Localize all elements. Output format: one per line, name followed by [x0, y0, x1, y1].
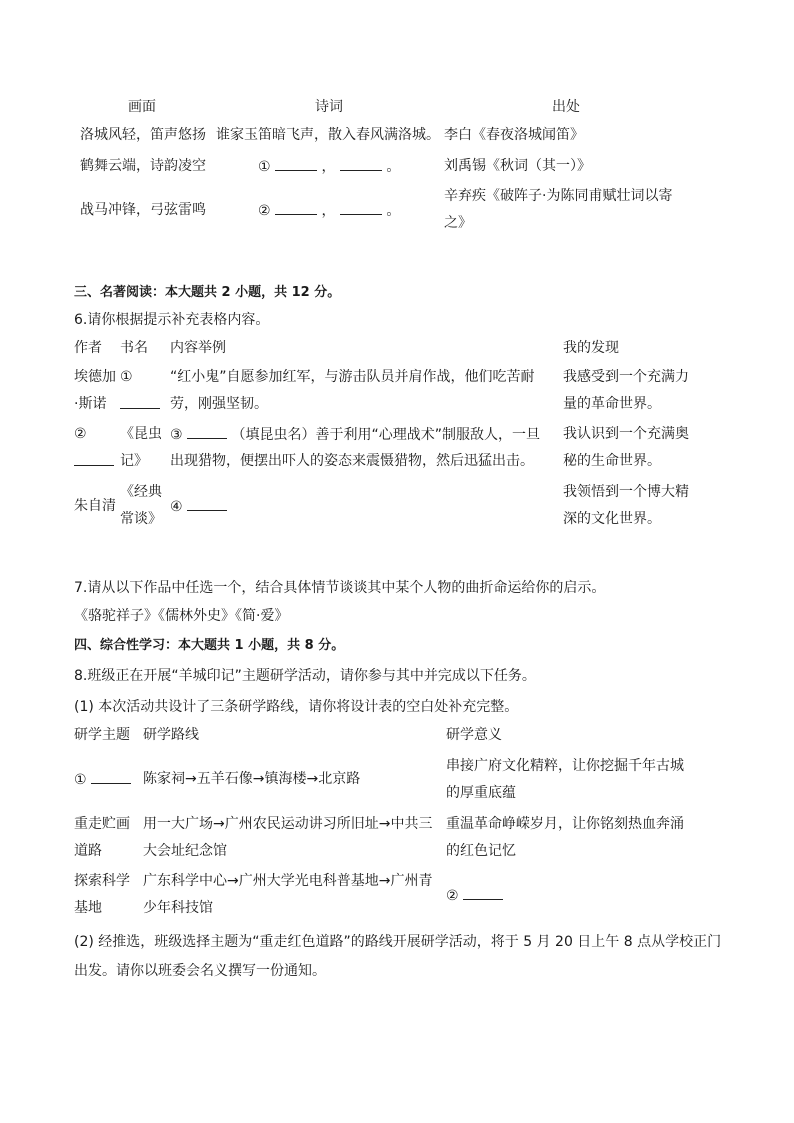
- q6-r2-content-1: [170, 424, 540, 445]
- punct: 。: [386, 203, 401, 219]
- poem-row1-scene: 洛城风轻，笛声悠扬: [80, 127, 206, 143]
- q6-r1-book-label: ①: [120, 369, 133, 385]
- q6-header-author: 作者: [74, 340, 102, 356]
- q8-r3-theme-2: 基地: [74, 900, 102, 916]
- q8-r1-theme: [74, 769, 131, 790]
- answer-blank[interactable]: [340, 200, 382, 215]
- poem-row2-source: 刘禹锡《秋词（其一）》: [444, 158, 591, 174]
- q6-r3-book-2: 常谈》: [120, 511, 162, 527]
- q8-r2-meaning-1: 重温革命峥嵘岁月，让你铭刻热血奔涌: [446, 816, 684, 832]
- q6-r3-finding-2: 深的文化世界。: [563, 511, 661, 527]
- q8-r2-theme-1: 重走贮画: [74, 816, 130, 832]
- poem-header-poem: 诗词: [315, 99, 343, 115]
- q6-header-finding: 我的发现: [563, 340, 619, 356]
- q6-header-content: 内容举例: [170, 340, 226, 356]
- q6-r3-content: [170, 496, 227, 517]
- blank-label: ④: [170, 499, 183, 515]
- q6-r1-content-2: 劳，刚强坚韧。: [170, 396, 268, 412]
- punct: 。: [386, 159, 401, 175]
- answer-blank[interactable]: [463, 885, 503, 900]
- answer-blank[interactable]: [187, 496, 227, 511]
- q8-r2-route-2: 大会址纪念馆: [143, 843, 227, 859]
- answer-blank[interactable]: [74, 451, 114, 466]
- q6-r2-content-2: 出现猎物，便摆出吓人的姿态来震慑猎物，然后迅猛出击。: [170, 453, 534, 469]
- q8-r3-theme-1: 探索科学: [74, 873, 130, 889]
- content-text: （填昆虫名）善于利用“心理战术”制服敌人，一旦: [231, 427, 540, 443]
- q6-r2-book-2: 记》: [120, 453, 148, 469]
- answer-blank[interactable]: [275, 200, 317, 215]
- q6-prompt: 6.请你根据提示补充表格内容。: [74, 312, 270, 328]
- q6-r2-finding-1: 我认识到一个充满奥: [563, 426, 689, 442]
- poem-row3-scene: 战马冲锋，弓弦雷鸣: [80, 202, 206, 218]
- q6-r1-finding-2: 量的革命世界。: [563, 396, 661, 412]
- q6-r1-content-1: “红小鬼”自愿参加红军，与游击队员并肩作战，他们吃苦耐: [170, 369, 535, 385]
- q8-sub2-line1: (2) 经推选，班级选择主题为“重走红色道路”的路线开展研学活动，将于 5 月 20 日上午 8 点从学校正门: [74, 934, 722, 950]
- blank-label: ②: [446, 888, 459, 904]
- punct: ，: [321, 203, 336, 219]
- q8-header-route: 研学路线: [143, 727, 199, 743]
- q8-header-theme: 研学主题: [74, 727, 130, 743]
- q8-r1-meaning-2: 的厚重底蕴: [446, 785, 516, 801]
- section-3-title: 三、名著阅读：本大题共 2 小题，共 12 分。: [74, 285, 341, 300]
- q6-r1-book-blank[interactable]: [120, 394, 160, 415]
- q6-r1-author-2: ·斯诺: [74, 396, 107, 412]
- q8-sub2-line2: 出发。请你以班委会名义撰写一份通知。: [74, 963, 326, 979]
- answer-blank[interactable]: [275, 156, 317, 171]
- answer-blank[interactable]: [120, 394, 160, 409]
- q7-prompt: 7.请从以下作品中任选一个，结合具体情节谈谈其中某个人物的曲折命运给你的启示。: [74, 580, 606, 596]
- q8-r1-meaning-1: 串接广府文化精粹，让你挖掘千年古城: [446, 758, 684, 774]
- section-4-title: 四、综合性学习：本大题共 1 小题，共 8 分。: [74, 638, 345, 653]
- poem-row1-source: 李白《春夜洛城闻笛》: [444, 127, 584, 143]
- q6-r2-book-1: 《昆虫: [120, 426, 162, 442]
- q6-r3-finding-1: 我领悟到一个博大精: [563, 484, 689, 500]
- q7-works: 《骆驼祥子》《儒林外史》《简·爱》: [74, 608, 289, 624]
- poem-row3-source-line1: 辛弃疾《破阵子·为陈同甫赋壮词以寄: [444, 188, 673, 204]
- q8-r2-route-1: 用一大广场→广州农民运动讲习所旧址→中共三: [143, 816, 433, 832]
- q6-r2-author-blank[interactable]: [74, 451, 114, 472]
- blank-label: ②: [258, 203, 271, 219]
- q8-r2-theme-2: 道路: [74, 843, 102, 859]
- poem-row3-answer: [258, 200, 400, 221]
- q6-r2-finding-2: 秘的生命世界。: [563, 453, 661, 469]
- q8-prompt: 8.班级正在开展“羊城印记”主题研学活动，请你参与其中并完成以下任务。: [74, 668, 536, 684]
- q8-r1-route: 陈家祠→五羊石像→镇海楼→北京路: [143, 771, 361, 787]
- poem-row3-source-line2: 之》: [444, 215, 472, 231]
- q8-r3-meaning: [446, 885, 503, 906]
- answer-blank[interactable]: [187, 424, 227, 439]
- poem-header-source: 出处: [552, 99, 580, 115]
- q6-r1-finding-1: 我感受到一个充满力: [563, 369, 689, 385]
- q8-sub1: (1) 本次活动共设计了三条研学路线，请你将设计表的空白处补充完整。: [74, 699, 519, 715]
- q8-header-meaning: 研学意义: [446, 727, 502, 743]
- blank-label: ③: [170, 427, 183, 443]
- q8-r2-meaning-2: 的红色记忆: [446, 843, 516, 859]
- q6-r3-book-1: 《经典: [120, 484, 162, 500]
- q8-r3-route-1: 广东科学中心→广州大学光电科普基地→广州青: [143, 873, 433, 889]
- blank-label: ①: [258, 159, 271, 175]
- answer-blank[interactable]: [340, 156, 382, 171]
- punct: ，: [321, 159, 336, 175]
- q6-r1-author-1: 埃德加: [74, 369, 116, 385]
- poem-row2-answer: [258, 156, 400, 177]
- q6-header-book: 书名: [120, 340, 148, 356]
- q6-r3-author: 朱自清: [74, 498, 116, 514]
- poem-row2-scene: 鹤舞云端，诗韵凌空: [80, 158, 206, 174]
- answer-blank[interactable]: [91, 769, 131, 784]
- blank-label: ①: [74, 772, 87, 788]
- q6-r2-author-label: ②: [74, 426, 87, 442]
- poem-header-scene: 画面: [128, 99, 156, 115]
- poem-row1-poem: 谁家玉笛暗飞声，散入春风满洛城。: [216, 127, 440, 143]
- q8-r3-route-2: 少年科技馆: [143, 900, 213, 916]
